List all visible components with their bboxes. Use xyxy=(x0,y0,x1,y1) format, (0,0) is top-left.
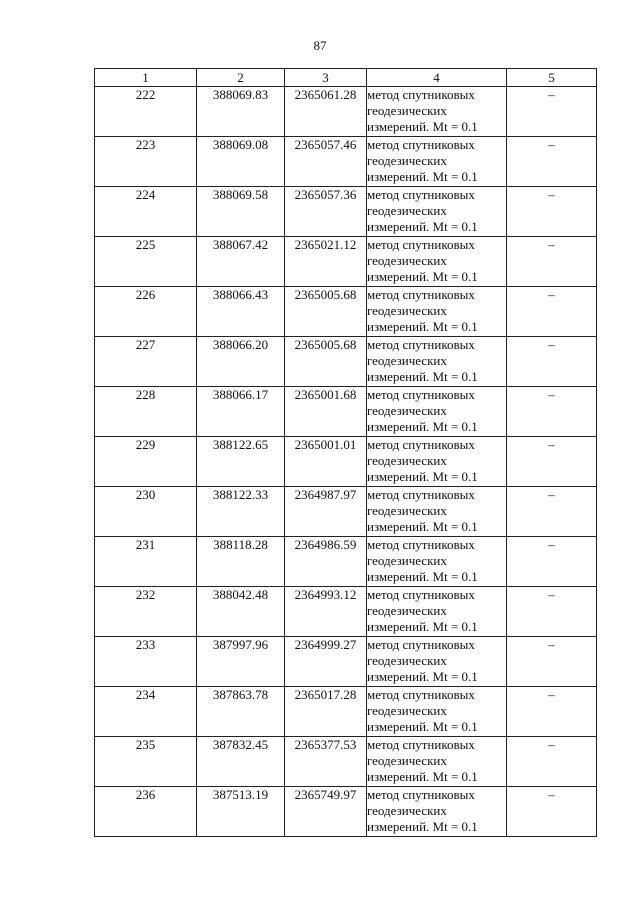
table-row xyxy=(95,537,597,587)
method-line-1: метод спутниковых xyxy=(367,737,475,752)
note-dash: – xyxy=(507,587,597,637)
point-number: 234 xyxy=(95,687,197,737)
coordinate-y: 2365005.68 xyxy=(285,287,367,337)
coordinate-y: 2364999.27 xyxy=(285,637,367,687)
method-line-2: геодезических xyxy=(367,403,447,418)
table-row xyxy=(95,437,597,487)
table-row xyxy=(95,487,597,537)
table-row xyxy=(95,337,597,387)
table-row xyxy=(95,387,597,437)
method-line-3: измерений. Mt = 0.1 xyxy=(367,519,478,534)
method-cell xyxy=(367,437,507,487)
point-number: 225 xyxy=(95,237,197,287)
method-cell xyxy=(367,637,507,687)
method-cell xyxy=(367,287,507,337)
method-line-2: геодезических xyxy=(367,653,447,668)
coordinate-x: 387997.96 xyxy=(197,637,285,687)
point-number: 223 xyxy=(95,137,197,187)
coordinate-x: 388069.08 xyxy=(197,137,285,187)
method-cell xyxy=(367,187,507,237)
method-line-1: метод спутниковых xyxy=(367,487,475,502)
table-row xyxy=(95,787,597,837)
method-line-1: метод спутниковых xyxy=(367,387,475,402)
note-dash: – xyxy=(507,737,597,787)
table-row xyxy=(95,287,597,337)
method-line-1: метод спутниковых xyxy=(367,237,475,252)
coordinate-x: 388069.83 xyxy=(197,87,285,137)
coordinate-y: 2365017.28 xyxy=(285,687,367,737)
method-cell xyxy=(367,687,507,737)
method-line-1: метод спутниковых xyxy=(367,337,475,352)
point-number: 228 xyxy=(95,387,197,437)
note-dash: – xyxy=(507,487,597,537)
coordinate-x: 388042.48 xyxy=(197,587,285,637)
table-body xyxy=(95,87,597,837)
method-line-1: метод спутниковых xyxy=(367,287,475,302)
note-dash: – xyxy=(507,287,597,337)
method-line-1: метод спутниковых xyxy=(367,437,475,452)
method-line-3: измерений. Mt = 0.1 xyxy=(367,569,478,584)
point-number: 235 xyxy=(95,737,197,787)
page-number: 87 xyxy=(313,38,327,53)
header-col-1: 1 xyxy=(95,69,197,87)
method-line-3: измерений. Mt = 0.1 xyxy=(367,819,478,834)
method-line-2: геодезических xyxy=(367,253,447,268)
coordinate-y: 2365749.97 xyxy=(285,787,367,837)
note-dash: – xyxy=(507,237,597,287)
coordinate-y: 2365001.68 xyxy=(285,387,367,437)
table-row xyxy=(95,637,597,687)
coordinate-y: 2365001.01 xyxy=(285,437,367,487)
point-number: 224 xyxy=(95,187,197,237)
point-number: 230 xyxy=(95,487,197,537)
point-number: 233 xyxy=(95,637,197,687)
method-line-1: метод спутниковых xyxy=(367,537,475,552)
method-cell xyxy=(367,737,507,787)
method-line-3: измерений. Mt = 0.1 xyxy=(367,319,478,334)
method-cell xyxy=(367,787,507,837)
coordinate-x: 387513.19 xyxy=(197,787,285,837)
method-line-2: геодезических xyxy=(367,153,447,168)
note-dash: – xyxy=(507,137,597,187)
method-line-3: измерений. Mt = 0.1 xyxy=(367,619,478,634)
method-line-3: измерений. Mt = 0.1 xyxy=(367,119,478,134)
coordinate-y: 2364987.97 xyxy=(285,487,367,537)
method-line-1: метод спутниковых xyxy=(367,87,475,102)
point-number: 232 xyxy=(95,587,197,637)
method-line-1: метод спутниковых xyxy=(367,587,475,602)
method-line-2: геодезических xyxy=(367,703,447,718)
coordinate-x: 387863.78 xyxy=(197,687,285,737)
coordinate-y: 2365021.12 xyxy=(285,237,367,287)
method-line-2: геодезических xyxy=(367,603,447,618)
method-line-2: геодезических xyxy=(367,103,447,118)
method-line-3: измерений. Mt = 0.1 xyxy=(367,219,478,234)
point-number: 222 xyxy=(95,87,197,137)
method-line-2: геодезических xyxy=(367,753,447,768)
note-dash: – xyxy=(507,437,597,487)
method-line-1: метод спутниковых xyxy=(367,687,475,702)
method-line-2: геодезических xyxy=(367,553,447,568)
coordinate-x: 388118.28 xyxy=(197,537,285,587)
method-line-1: метод спутниковых xyxy=(367,787,475,802)
coordinate-y: 2365377.53 xyxy=(285,737,367,787)
table-row xyxy=(95,687,597,737)
note-dash: – xyxy=(507,637,597,687)
method-line-3: измерений. Mt = 0.1 xyxy=(367,769,478,784)
method-cell xyxy=(367,387,507,437)
coordinate-x: 388122.33 xyxy=(197,487,285,537)
coordinate-x: 388069.58 xyxy=(197,187,285,237)
header-col-5: 5 xyxy=(507,69,597,87)
point-number: 229 xyxy=(95,437,197,487)
point-number: 227 xyxy=(95,337,197,387)
method-line-3: измерений. Mt = 0.1 xyxy=(367,369,478,384)
note-dash: – xyxy=(507,787,597,837)
header-col-4: 4 xyxy=(367,69,507,87)
point-number: 236 xyxy=(95,787,197,837)
method-cell xyxy=(367,137,507,187)
header-col-2: 2 xyxy=(197,69,285,87)
table-row xyxy=(95,87,597,137)
point-number: 231 xyxy=(95,537,197,587)
table-row xyxy=(95,587,597,637)
method-line-3: измерений. Mt = 0.1 xyxy=(367,469,478,484)
coordinate-y: 2365057.46 xyxy=(285,137,367,187)
method-line-2: геодезических xyxy=(367,453,447,468)
coordinate-y: 2364993.12 xyxy=(285,587,367,637)
method-line-3: измерений. Mt = 0.1 xyxy=(367,269,478,284)
method-line-3: измерений. Mt = 0.1 xyxy=(367,169,478,184)
note-dash: – xyxy=(507,337,597,387)
coordinate-x: 388066.20 xyxy=(197,337,285,387)
method-line-3: измерений. Mt = 0.1 xyxy=(367,719,478,734)
method-line-2: геодезических xyxy=(367,303,447,318)
note-dash: – xyxy=(507,687,597,737)
method-line-2: геодезических xyxy=(367,353,447,368)
method-cell xyxy=(367,487,507,537)
method-line-2: геодезических xyxy=(367,203,447,218)
method-line-2: геодезических xyxy=(367,803,447,818)
coordinate-x: 388066.43 xyxy=(197,287,285,337)
method-line-1: метод спутниковых xyxy=(367,637,475,652)
table-row xyxy=(95,237,597,287)
table-row xyxy=(95,137,597,187)
method-line-1: метод спутниковых xyxy=(367,187,475,202)
coordinate-y: 2364986.59 xyxy=(285,537,367,587)
method-cell xyxy=(367,337,507,387)
method-cell xyxy=(367,237,507,287)
coordinate-y: 2365005.68 xyxy=(285,337,367,387)
coordinates-table xyxy=(94,68,597,837)
table-row xyxy=(95,737,597,787)
method-cell xyxy=(367,587,507,637)
header-col-3: 3 xyxy=(285,69,367,87)
note-dash: – xyxy=(507,387,597,437)
note-dash: – xyxy=(507,187,597,237)
table-row xyxy=(95,187,597,237)
method-cell xyxy=(367,87,507,137)
note-dash: – xyxy=(507,537,597,587)
coordinate-x: 388066.17 xyxy=(197,387,285,437)
method-line-3: измерений. Mt = 0.1 xyxy=(367,419,478,434)
coordinate-x: 387832.45 xyxy=(197,737,285,787)
method-cell xyxy=(367,537,507,587)
method-line-2: геодезических xyxy=(367,503,447,518)
coordinate-x: 388067.42 xyxy=(197,237,285,287)
point-number: 226 xyxy=(95,287,197,337)
note-dash: – xyxy=(507,87,597,137)
coordinate-y: 2365061.28 xyxy=(285,87,367,137)
coordinate-y: 2365057.36 xyxy=(285,187,367,237)
method-line-1: метод спутниковых xyxy=(367,137,475,152)
coordinate-x: 388122.65 xyxy=(197,437,285,487)
table-header-row xyxy=(95,69,597,87)
method-line-3: измерений. Mt = 0.1 xyxy=(367,669,478,684)
